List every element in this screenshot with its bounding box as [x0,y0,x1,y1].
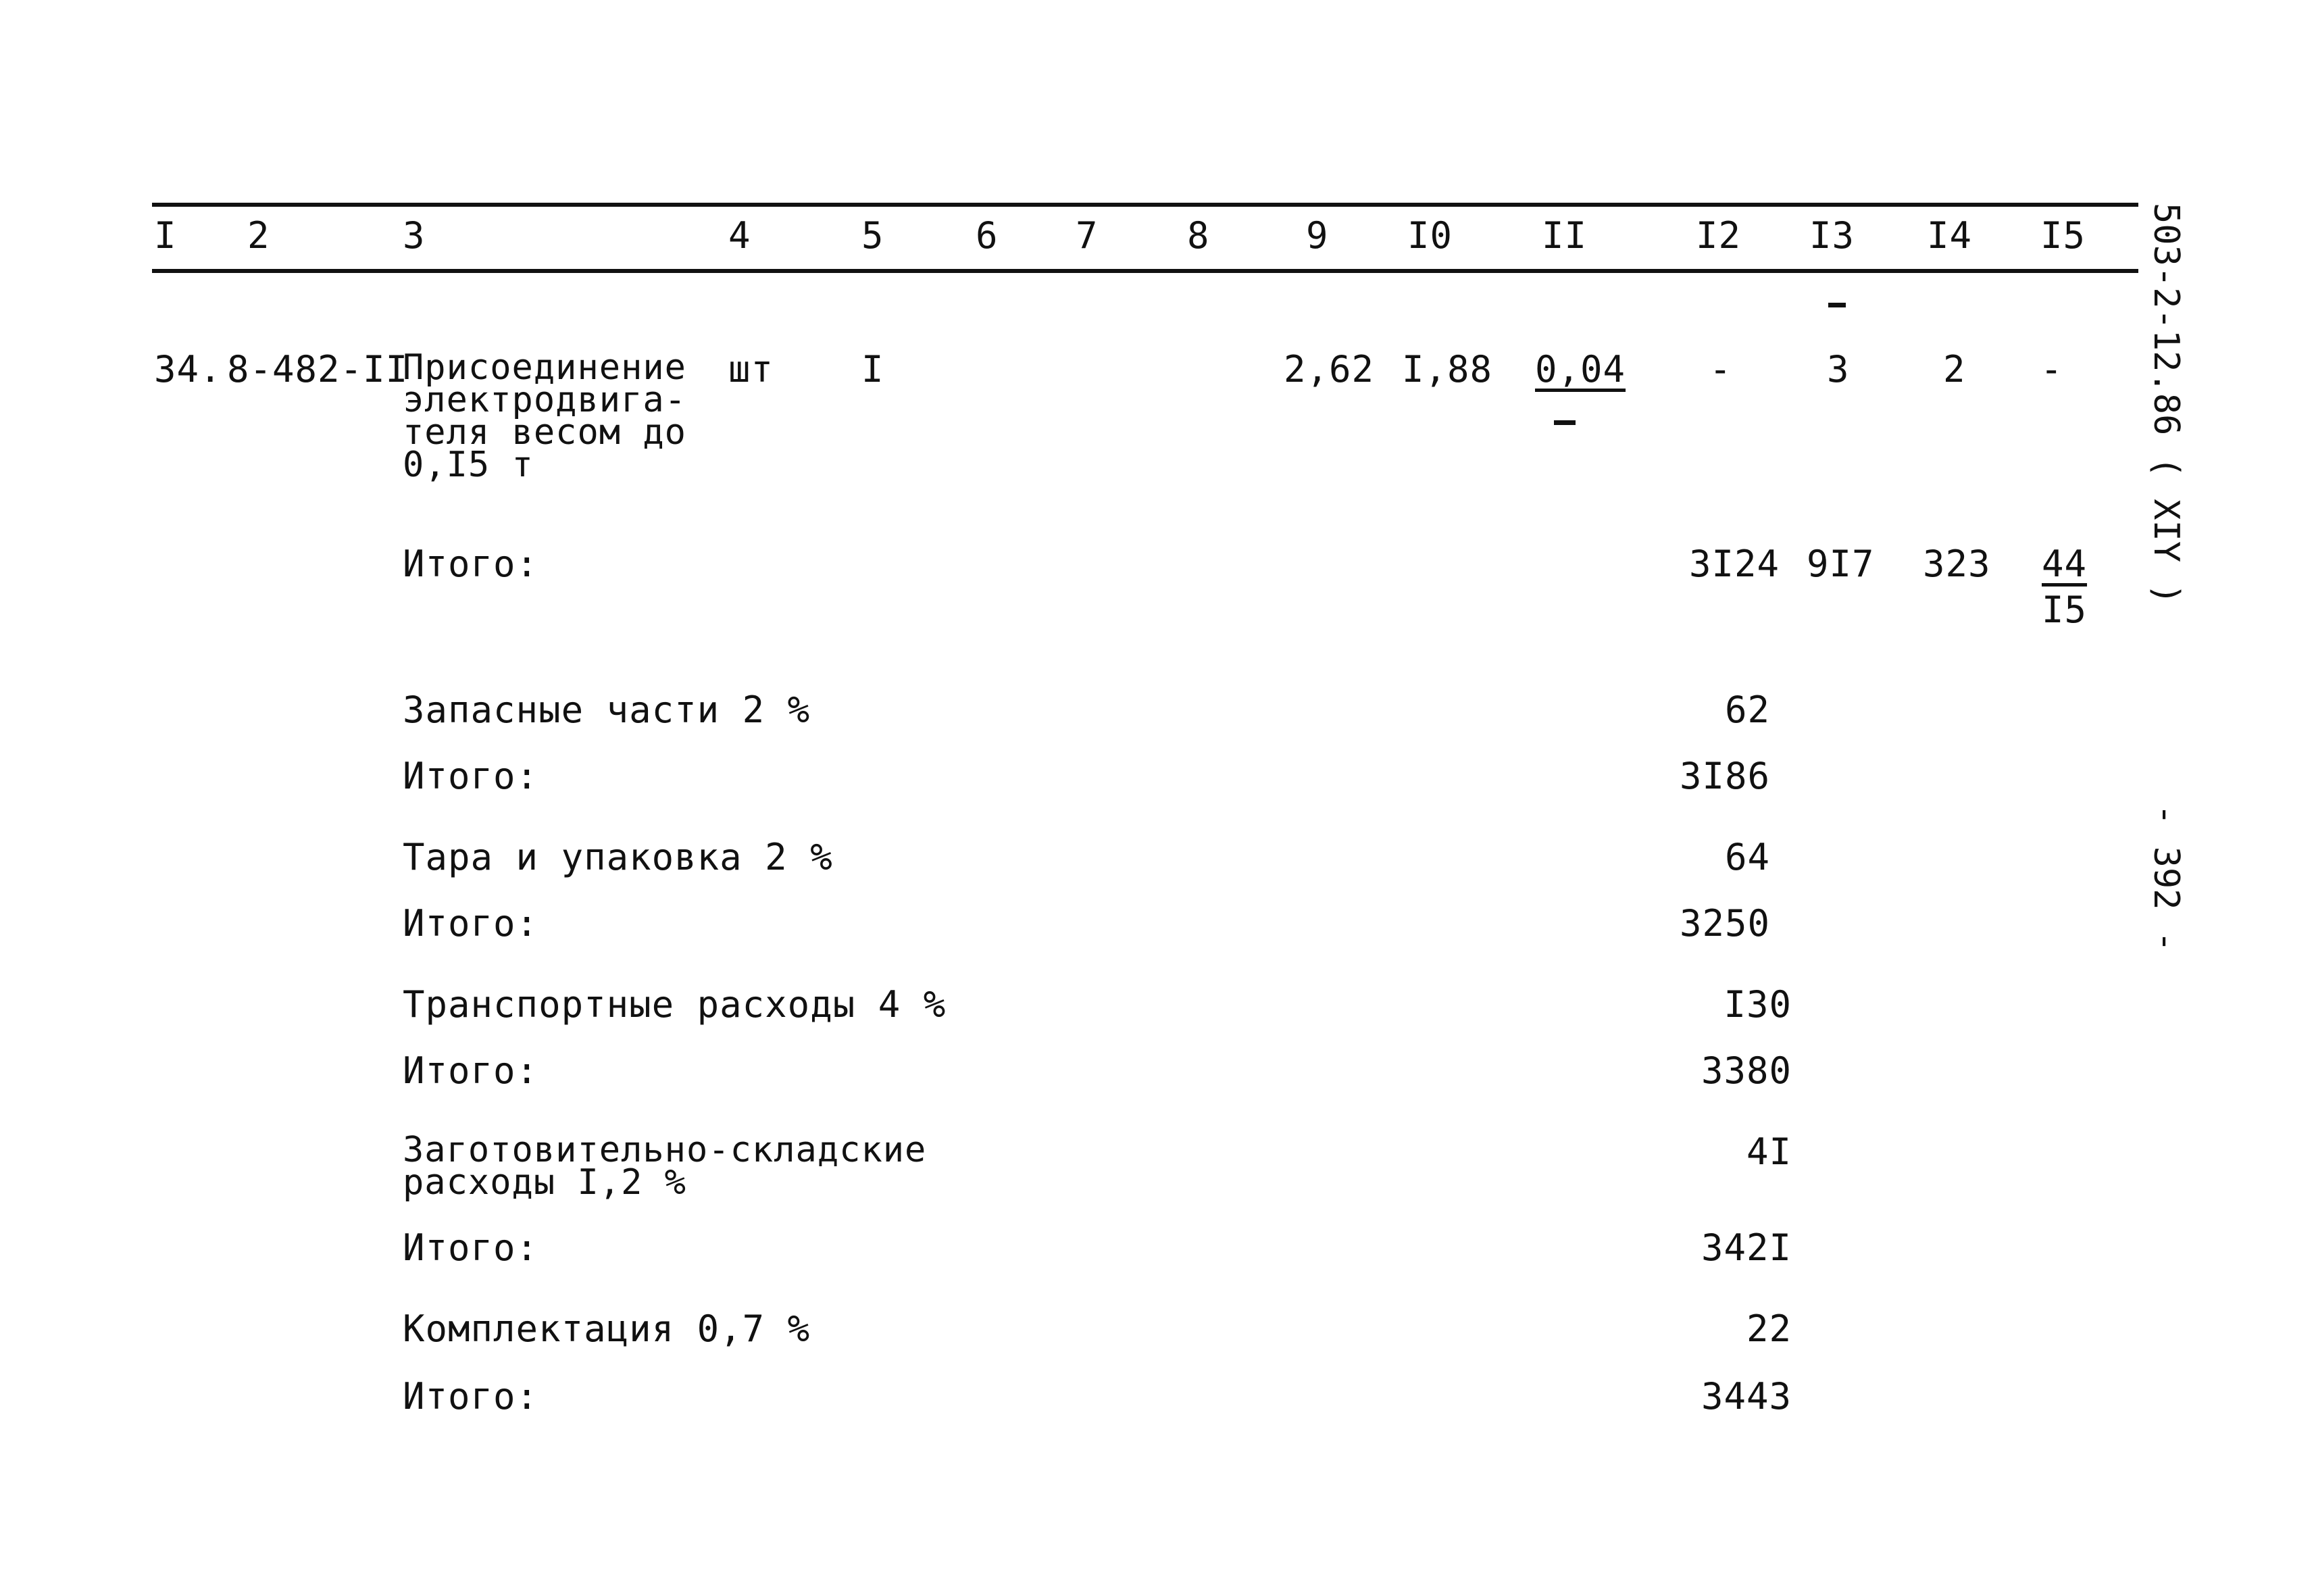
subtotal-col15-bottom: I5 [2042,589,2088,631]
summary-value: 342I [1701,1226,1792,1269]
summary-value: 22 [1746,1307,1792,1350]
header-col-3: 3 [403,214,426,257]
summary-label: Тара и упаковка 2 % [403,836,833,878]
table-top-rule [152,203,2138,207]
summary-label: Итого: [403,1226,539,1269]
subtotal-col14: 323 [1923,543,1991,585]
header-col-2: 2 [247,214,270,257]
summary-label: Итого: [403,755,539,797]
summary-value: 3I86 [1679,755,1770,797]
item-description [403,347,686,485]
subtotal-col15-top: 44 [2042,543,2088,585]
summary-label-line: Заготовительно-складские [403,1130,927,1170]
subtotal-col12: 3I24 [1689,543,1780,585]
summary-label: Комплектация 0,7 % [403,1307,811,1350]
summary-label-line: расходы I,2 % [403,1162,686,1203]
item-description-line: теля весом до [403,412,686,453]
item-col12: - [1709,348,1732,391]
subtotal-label: Итого: [403,543,539,585]
summary-label: Транспортные расходы 4 % [403,983,947,1026]
item-col9: 2,62 [1284,348,1375,391]
item-col14: 2 [1943,348,1966,391]
summary-label: Запасные части 2 % [403,689,811,731]
summary-value: 3443 [1701,1375,1792,1418]
summary-value: 64 [1724,836,1770,878]
header-col-13: I3 [1809,214,1855,257]
item-col11: 0,04 [1535,348,1626,391]
table-header-rule [152,269,2138,273]
item-col10: I,88 [1402,348,1493,391]
item-col13: 3 [1827,348,1850,391]
item-col11-dash [1554,420,1576,425]
header-col-10: I0 [1407,214,1453,257]
summary-label: Итого: [403,902,539,945]
item-unit: шт [728,348,774,391]
header-col-8: 8 [1187,214,1210,257]
header-col-5: 5 [861,214,884,257]
item-code: 8-482-II [227,348,409,391]
header-col-7: 7 [1076,214,1099,257]
summary-label-multiline [403,1130,927,1203]
item-number: 34. [154,348,222,391]
summary-value: 4I [1746,1130,1792,1173]
item-description-line: электродвига- [403,380,686,420]
item-quantity: I [861,348,884,391]
header-col-9: 9 [1306,214,1329,257]
header-col-15: I5 [2040,214,2086,257]
header-mark-dash [1828,303,1846,307]
header-col-6: 6 [976,214,999,257]
item-col15: - [2040,348,2063,391]
header-col-1: I [154,214,177,257]
summary-value: 62 [1724,689,1770,731]
page-number-label: - 392 - [2146,804,2186,953]
summary-label: Итого: [403,1049,539,1092]
header-col-14: I4 [1927,214,1973,257]
item-description-line: 0,I5 т [403,445,534,485]
header-col-4: 4 [728,214,751,257]
summary-value: 3380 [1701,1049,1792,1092]
summary-value: I30 [1724,983,1792,1026]
document-code-label: 503-2-12.86 ( XIY ) [2146,203,2186,605]
summary-value: 3250 [1679,902,1770,945]
item-description-line: Присоединение [403,347,686,388]
subtotal-col13: 9I7 [1807,543,1875,585]
header-col-12: I2 [1696,214,1742,257]
header-col-11: II [1542,214,1588,257]
summary-label: Итого: [403,1375,539,1418]
